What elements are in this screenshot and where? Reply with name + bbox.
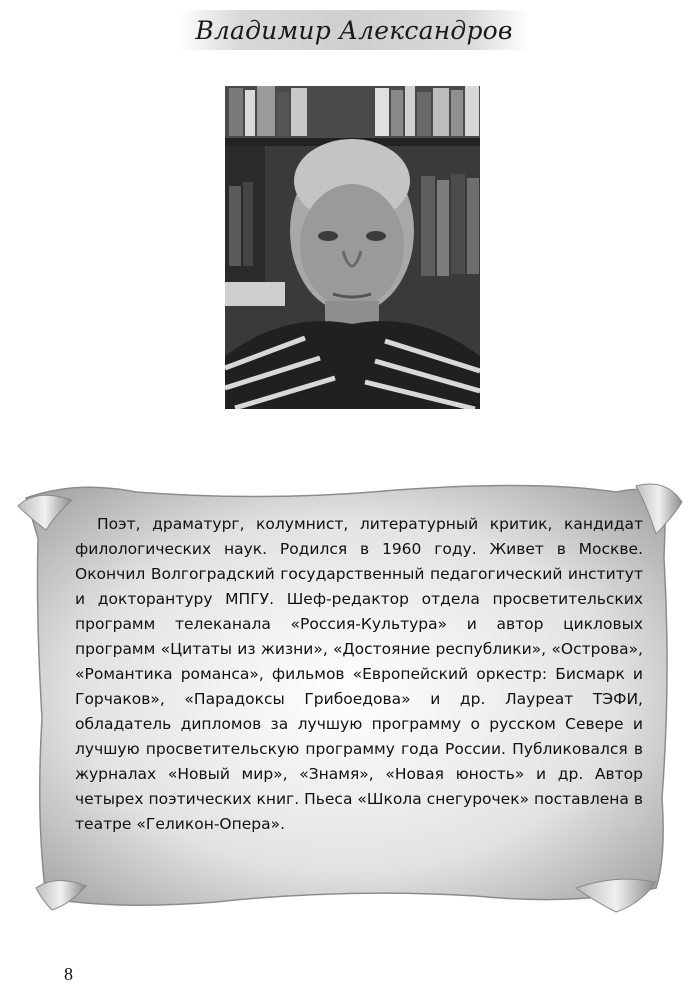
page-number: 8 [64, 964, 73, 984]
author-name: Владимир Александров [195, 16, 513, 45]
title-banner [178, 10, 530, 50]
biography-text: Поэт, драматург, колумнист, литературный критик, кандидат филологических наук. Родился в 1960 году. Живет в Москве. Окончил Волгоградский государственный педагогический институт и докторантуру МПГУ. Шеф-редактор отдела просветительских программ телеканала «Россия-Культура» и автор цикловых программ «Цитаты из жизни», «Достояние республики», «Острова», «Романтика романса», фильмов «Европейский оркестр: Бисмарк и Горчаков», «Парадоксы Грибоедова» и др. Лауреат ТЭФИ, обладатель дипломов за лучшую программу о русском Севере и лучшую просветительскую программу года России. Публиковался в журналах «Новый мир», «Знамя», «Новая юность» и др. Автор четырех поэтических книг. Пьеса «Школа снегурочек» поставлена в театре «Геликон-Опера». [75, 515, 643, 833]
author-photo [225, 86, 480, 409]
